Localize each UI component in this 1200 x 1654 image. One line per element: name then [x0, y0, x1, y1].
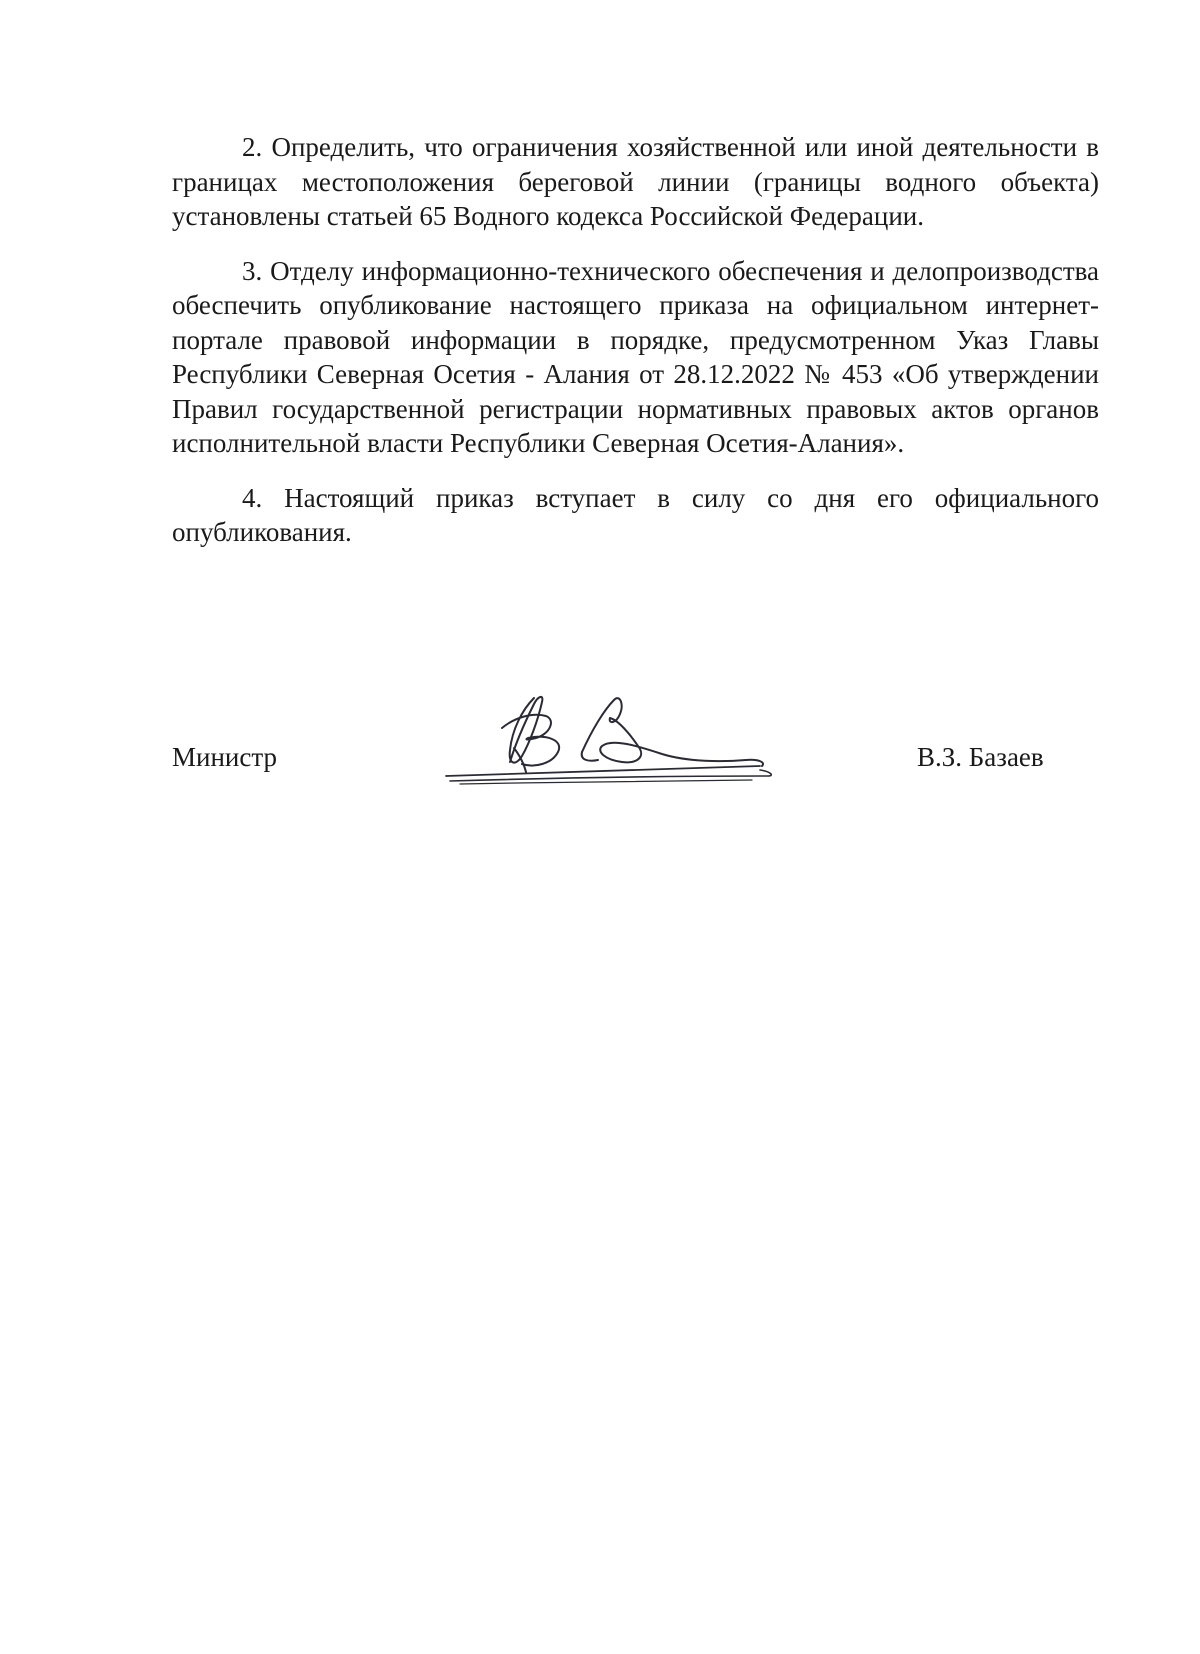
handwritten-signature-icon	[442, 690, 802, 790]
signatory-position: Министр	[172, 742, 277, 772]
document-body	[172, 130, 1099, 570]
paragraph-4: 4. Настоящий приказ вступает в силу со дня его официального опубликования.	[172, 482, 1099, 547]
signature-block	[172, 690, 1099, 800]
signatory-name: В.З. Базаев	[917, 742, 1044, 772]
paragraph-3: 3. Отделу информационно-технического обеспечения и делопроизводства обеспечить опубликование настоящего приказа на официальном интернет-портале правовой информации в порядке, предусмотренном Указ Главы Республики Северная Осетия - Алания от 28.12.2022 № 453 «Об утверждении Правил государственной регистрации нормативных правовых актов органов исполнительной власти Республики Северная Осетия-Алания».	[172, 255, 1099, 458]
paragraph-2: 2. Определить, что ограничения хозяйственной или иной деятельности в границах местоположения береговой линии (границы водного объекта) установлены статьей 65 Водного кодекса Российской Федерации.	[172, 132, 1099, 231]
